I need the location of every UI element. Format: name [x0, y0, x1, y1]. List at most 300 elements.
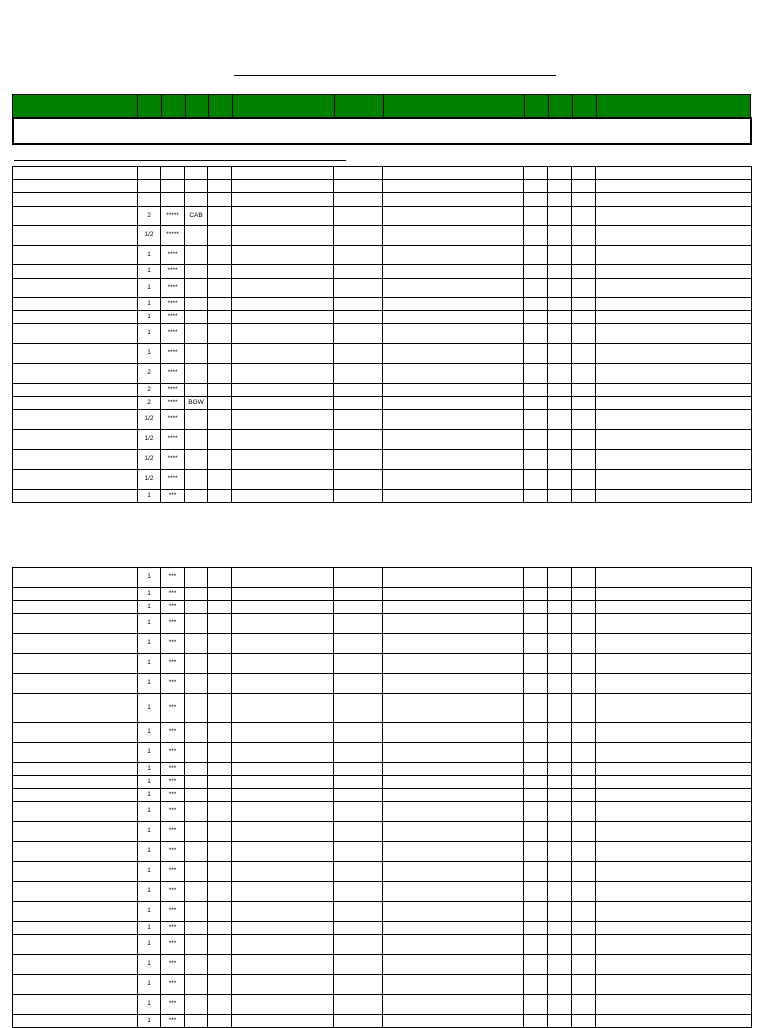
- table-cell: [596, 654, 752, 674]
- table-cell: [383, 995, 524, 1015]
- table-cell: [548, 862, 572, 882]
- table-cell: [596, 935, 752, 955]
- table-row: [13, 862, 752, 882]
- table-cell: [334, 344, 383, 364]
- rating-cell: [161, 180, 185, 193]
- table-cell: [232, 822, 334, 842]
- table-cell: [548, 763, 572, 776]
- table-cell: [208, 226, 232, 246]
- table-cell: [548, 324, 572, 344]
- table-cell: [208, 364, 232, 384]
- table-cell: [572, 384, 596, 397]
- table-row: [13, 311, 752, 324]
- table-cell: [334, 882, 383, 902]
- table-cell: [572, 588, 596, 601]
- rating-cell: ****: [161, 298, 185, 311]
- table-cell: [572, 430, 596, 450]
- qty-cell: 1/2: [138, 450, 161, 470]
- table-row: [13, 789, 752, 802]
- table-cell: [334, 384, 383, 397]
- qty-cell: 1/2: [138, 430, 161, 450]
- table-cell: [572, 763, 596, 776]
- table-cell: [596, 470, 752, 490]
- table-cell: [548, 226, 572, 246]
- table-cell: [596, 180, 752, 193]
- table-cell: [232, 601, 334, 614]
- table-cell: [208, 193, 232, 207]
- table-cell: [13, 568, 138, 588]
- table-cell: [524, 193, 548, 207]
- table-cell: [572, 364, 596, 384]
- table-cell: [596, 311, 752, 324]
- table-row: [13, 226, 752, 246]
- qty-cell: 2: [138, 384, 161, 397]
- rating-cell: ***: [161, 822, 185, 842]
- rating-cell: ****: [161, 311, 185, 324]
- table-row: [13, 776, 752, 789]
- table-cell: [596, 975, 752, 995]
- qty-cell: 1: [138, 776, 161, 789]
- code-cell: [185, 193, 208, 207]
- table-cell: [572, 193, 596, 207]
- table-cell: [232, 180, 334, 193]
- table-cell: [383, 955, 524, 975]
- table-cell: [524, 568, 548, 588]
- table-cell: [383, 763, 524, 776]
- table-cell: [524, 490, 548, 503]
- table-cell: [548, 311, 572, 324]
- table-cell: [596, 634, 752, 654]
- section-underline: [14, 160, 346, 161]
- qty-cell: 1: [138, 614, 161, 634]
- table-cell: [596, 842, 752, 862]
- table-cell: [572, 955, 596, 975]
- table-cell: [524, 207, 548, 226]
- table-row: [13, 842, 752, 862]
- table-cell: [524, 694, 548, 723]
- table-cell: [232, 995, 334, 1015]
- table-cell: [572, 180, 596, 193]
- table-cell: [548, 842, 572, 862]
- table-cell: [524, 743, 548, 763]
- code-cell: [185, 802, 208, 822]
- rating-cell: ***: [161, 789, 185, 802]
- table-cell: [232, 634, 334, 654]
- table-cell: [208, 588, 232, 601]
- table-cell: [548, 922, 572, 935]
- qty-cell: 1: [138, 955, 161, 975]
- table-row: [13, 246, 752, 265]
- table-row: [13, 975, 752, 995]
- table-cell: [208, 614, 232, 634]
- table-cell: [383, 430, 524, 450]
- table-cell: [596, 397, 752, 410]
- code-cell: [185, 430, 208, 450]
- table-cell: [524, 397, 548, 410]
- table-cell: [232, 862, 334, 882]
- code-cell: [185, 601, 208, 614]
- table-cell: [208, 902, 232, 922]
- table-cell: [13, 344, 138, 364]
- table-cell: [548, 601, 572, 614]
- rating-cell: ***: [161, 922, 185, 935]
- table-row: [13, 430, 752, 450]
- rating-cell: ****: [161, 324, 185, 344]
- qty-cell: 1: [138, 922, 161, 935]
- rating-cell: ***: [161, 955, 185, 975]
- rating-cell: ****: [161, 246, 185, 265]
- qty-cell: 1: [138, 842, 161, 862]
- table-cell: [13, 935, 138, 955]
- table-cell: [13, 822, 138, 842]
- table-cell: [13, 842, 138, 862]
- table-cell: [13, 802, 138, 822]
- table-cell: [13, 279, 138, 298]
- qty-cell: 1: [138, 882, 161, 902]
- table-cell: [596, 862, 752, 882]
- table-cell: [596, 167, 752, 180]
- table-cell: [208, 265, 232, 279]
- table-cell: [208, 1015, 232, 1028]
- table-cell: [208, 430, 232, 450]
- code-cell: [185, 902, 208, 922]
- table-cell: [548, 384, 572, 397]
- table-cell: [208, 397, 232, 410]
- table-cell: [572, 344, 596, 364]
- table-cell: [208, 311, 232, 324]
- rating-cell: ***: [161, 614, 185, 634]
- table-cell: [596, 588, 752, 601]
- table-cell: [334, 862, 383, 882]
- code-cell: [185, 279, 208, 298]
- table-cell: [524, 450, 548, 470]
- table-cell: [208, 763, 232, 776]
- table-cell: [334, 822, 383, 842]
- code-cell: [185, 789, 208, 802]
- table-cell: [232, 568, 334, 588]
- table-cell: [383, 470, 524, 490]
- table-cell: [383, 694, 524, 723]
- table-cell: [232, 902, 334, 922]
- qty-cell: 1: [138, 902, 161, 922]
- table-cell: [524, 410, 548, 430]
- rating-cell: ***: [161, 568, 185, 588]
- table-cell: [13, 430, 138, 450]
- table-cell: [13, 995, 138, 1015]
- qty-cell: 1: [138, 298, 161, 311]
- rating-cell: ***: [161, 588, 185, 601]
- rating-cell: ***: [161, 490, 185, 503]
- code-cell: [185, 167, 208, 180]
- table-cell: [548, 180, 572, 193]
- qty-cell: 2: [138, 207, 161, 226]
- qty-cell: 1/2: [138, 410, 161, 430]
- code-cell: [185, 384, 208, 397]
- table-cell: [13, 1015, 138, 1028]
- table-row: [13, 298, 752, 311]
- table-cell: [596, 674, 752, 694]
- table-cell: [524, 430, 548, 450]
- table-cell: [13, 654, 138, 674]
- table-cell: [548, 975, 572, 995]
- table-cell: [572, 694, 596, 723]
- table-cell: [383, 922, 524, 935]
- table-cell: [572, 975, 596, 995]
- table-row: [13, 568, 752, 588]
- table-cell: [524, 588, 548, 601]
- table-cell: [572, 674, 596, 694]
- table-cell: [596, 776, 752, 789]
- table-cell: [524, 226, 548, 246]
- table-cell: [13, 882, 138, 902]
- table-cell: [596, 364, 752, 384]
- qty-cell: 1: [138, 588, 161, 601]
- table-cell: [334, 588, 383, 601]
- table-cell: [383, 723, 524, 743]
- table-cell: [596, 1015, 752, 1028]
- table-cell: [334, 324, 383, 344]
- table-cell: [334, 634, 383, 654]
- rating-cell: ****: [161, 384, 185, 397]
- table-cell: [232, 588, 334, 601]
- rating-cell: ****: [161, 410, 185, 430]
- rating-cell: ****: [161, 265, 185, 279]
- rating-cell: ***: [161, 743, 185, 763]
- table-row: [13, 364, 752, 384]
- table-cell: [548, 694, 572, 723]
- code-cell: [185, 364, 208, 384]
- table-cell: [383, 207, 524, 226]
- table-cell: [548, 654, 572, 674]
- table-cell: [596, 922, 752, 935]
- table-cell: [208, 922, 232, 935]
- table-cell: [383, 1015, 524, 1028]
- table-cell: [13, 588, 138, 601]
- code-cell: [185, 588, 208, 601]
- table-cell: [232, 922, 334, 935]
- table-cell: [232, 384, 334, 397]
- qty-cell: 1: [138, 246, 161, 265]
- table-cell: [572, 397, 596, 410]
- table-cell: [548, 568, 572, 588]
- table-row: [13, 324, 752, 344]
- table-cell: [383, 324, 524, 344]
- table-cell: [208, 743, 232, 763]
- table-cell: [524, 955, 548, 975]
- table-cell: [208, 490, 232, 503]
- table-row: [13, 654, 752, 674]
- qty-cell: 1: [138, 265, 161, 279]
- code-cell: [185, 694, 208, 723]
- table-cell: [572, 802, 596, 822]
- table-cell: [208, 298, 232, 311]
- table-cell: [383, 193, 524, 207]
- table-cell: [524, 776, 548, 789]
- rating-cell: ***: [161, 995, 185, 1015]
- table-cell: [208, 935, 232, 955]
- rating-cell: ***: [161, 723, 185, 743]
- table-cell: [334, 694, 383, 723]
- table-cell: [596, 279, 752, 298]
- table-cell: [208, 862, 232, 882]
- table-cell: [383, 450, 524, 470]
- table-cell: [383, 265, 524, 279]
- table-row: [13, 634, 752, 654]
- table-row: [13, 180, 752, 193]
- table-cell: [596, 207, 752, 226]
- table-cell: [13, 193, 138, 207]
- table-cell: [232, 743, 334, 763]
- table-cell: [208, 822, 232, 842]
- rating-cell: ****: [161, 344, 185, 364]
- table-cell: [524, 763, 548, 776]
- code-cell: [185, 723, 208, 743]
- table-cell: [334, 995, 383, 1015]
- table-cell: [334, 167, 383, 180]
- table-cell: [334, 397, 383, 410]
- data-table-2: [12, 567, 752, 1028]
- table-cell: [596, 614, 752, 634]
- table-cell: [572, 265, 596, 279]
- table-row: [13, 384, 752, 397]
- rating-cell: ***: [161, 694, 185, 723]
- code-cell: [185, 674, 208, 694]
- table-cell: [232, 955, 334, 975]
- table-cell: [572, 226, 596, 246]
- table-cell: [334, 450, 383, 470]
- table-cell: [548, 935, 572, 955]
- table-row: [13, 802, 752, 822]
- table-cell: [383, 298, 524, 311]
- table-row: [13, 882, 752, 902]
- table-cell: [13, 922, 138, 935]
- table-cell: [548, 723, 572, 743]
- table-cell: [383, 311, 524, 324]
- table-cell: [232, 975, 334, 995]
- table-cell: [596, 723, 752, 743]
- table-cell: [13, 601, 138, 614]
- table-cell: [13, 265, 138, 279]
- table-cell: [13, 776, 138, 789]
- table-cell: [232, 265, 334, 279]
- code-cell: [185, 226, 208, 246]
- qty-cell: 1: [138, 674, 161, 694]
- table-cell: [548, 450, 572, 470]
- rating-cell: ***: [161, 601, 185, 614]
- table-cell: [524, 614, 548, 634]
- table-cell: [596, 384, 752, 397]
- table-cell: [232, 674, 334, 694]
- table-cell: [572, 743, 596, 763]
- table-cell: [13, 723, 138, 743]
- table-cell: [572, 634, 596, 654]
- table-cell: [548, 246, 572, 265]
- table-cell: [572, 207, 596, 226]
- table-cell: [383, 246, 524, 265]
- table-cell: [524, 167, 548, 180]
- table-cell: [334, 654, 383, 674]
- rating-cell: [161, 167, 185, 180]
- table-row: [13, 410, 752, 430]
- table-cell: [232, 1015, 334, 1028]
- table-cell: [232, 694, 334, 723]
- table-cell: [232, 614, 334, 634]
- table-cell: [13, 470, 138, 490]
- table-cell: [232, 935, 334, 955]
- table-cell: [548, 344, 572, 364]
- table-cell: [208, 802, 232, 822]
- code-cell: [185, 298, 208, 311]
- table-cell: [383, 588, 524, 601]
- rating-cell: ****: [161, 397, 185, 410]
- table-cell: [596, 430, 752, 450]
- table-cell: [334, 410, 383, 430]
- table-cell: [548, 298, 572, 311]
- table-cell: [13, 694, 138, 723]
- table-cell: [383, 634, 524, 654]
- table-cell: [548, 674, 572, 694]
- table-row: [13, 614, 752, 634]
- table-cell: [232, 246, 334, 265]
- table-cell: [548, 634, 572, 654]
- table-cell: [232, 789, 334, 802]
- table-cell: [524, 601, 548, 614]
- table-cell: [548, 397, 572, 410]
- table-cell: [232, 207, 334, 226]
- table-cell: [524, 674, 548, 694]
- table-cell: [334, 614, 383, 634]
- table-cell: [572, 995, 596, 1015]
- table-cell: [572, 311, 596, 324]
- table-cell: [572, 246, 596, 265]
- table-cell: [548, 902, 572, 922]
- qty-cell: 1: [138, 601, 161, 614]
- table-cell: [548, 364, 572, 384]
- code-cell: [185, 922, 208, 935]
- qty-cell: 1: [138, 634, 161, 654]
- table-cell: [13, 167, 138, 180]
- qty-cell: 1: [138, 344, 161, 364]
- qty-cell: 1: [138, 789, 161, 802]
- table-row: [13, 344, 752, 364]
- rating-cell: ***: [161, 674, 185, 694]
- qty-cell: 1: [138, 822, 161, 842]
- table-cell: [596, 298, 752, 311]
- table-cell: [334, 902, 383, 922]
- table-cell: [524, 298, 548, 311]
- table-cell: [596, 246, 752, 265]
- table-cell: [208, 955, 232, 975]
- code-cell: [185, 975, 208, 995]
- table-cell: [596, 743, 752, 763]
- code-cell: [185, 654, 208, 674]
- code-cell: [185, 842, 208, 862]
- table-row: [13, 922, 752, 935]
- table-cell: [334, 430, 383, 450]
- code-cell: [185, 776, 208, 789]
- table-cell: [334, 922, 383, 935]
- table-row: [13, 822, 752, 842]
- table-cell: [208, 995, 232, 1015]
- table-cell: [208, 789, 232, 802]
- table-row: [13, 588, 752, 601]
- table-cell: [13, 246, 138, 265]
- code-cell: [185, 470, 208, 490]
- table-cell: [548, 1015, 572, 1028]
- table-cell: [383, 822, 524, 842]
- table-cell: [232, 802, 334, 822]
- table-cell: [208, 776, 232, 789]
